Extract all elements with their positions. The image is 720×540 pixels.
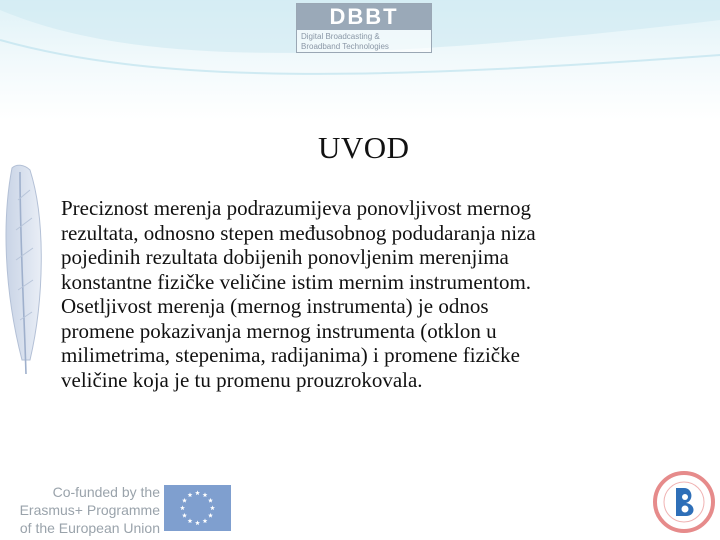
body-line-7: milimetrima, stepenima, radijanima) i promene fizičke [61,343,520,367]
body-line-1: Preciznost merenja podrazumijeva ponovljivost mernog [61,196,532,220]
logo-line-2: Broadband Technologies [301,42,389,51]
logo-letters: DBBT [297,4,431,30]
slide-title: UVOD [318,130,410,165]
cofunded-line-2: Erasmus+ Programme [19,502,160,518]
body-line-6: promene pokazivanja mernog instrumenta (otklon u [61,318,497,343]
university-seal-icon [652,470,716,534]
quill-feather-icon [0,160,60,380]
body-line-3: pojedinih rezultata dobijenih ponovljenim merenjima [61,245,509,269]
slide-body [61,196,661,392]
dbbt-logo [296,3,432,53]
cofunded-line-3: of the European Union [19,520,160,536]
logo-line-1: Digital Broadcasting & [301,32,380,41]
body-line-2: rezultata, odnosno stepen međusobnog podudaranja niza [61,220,536,245]
body-line-5: Osetljivost merenja (mernog instrumenta) je odnos [61,294,489,318]
body-line-8: veličine koja je tu promenu prouzrokovala. [61,367,423,392]
body-line-4: konstantne fizičke veličine istim mernim instrumentom. [61,269,532,294]
eu-flag-icon [164,485,231,531]
cofunded-text [10,483,160,537]
cofunded-line-1: Co-funded by the [52,484,160,500]
